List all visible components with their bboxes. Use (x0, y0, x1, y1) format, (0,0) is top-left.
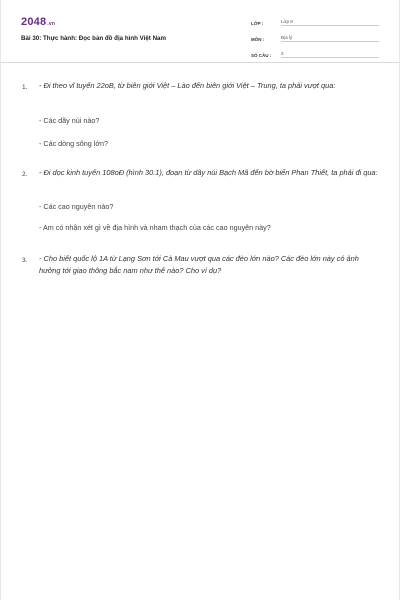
sub-question: - Các dãy núi nào? (39, 116, 100, 125)
meta-value-class: Lớp 8 (281, 19, 379, 26)
question-text: - Cho biết quốc lộ 1A từ Lạng Sơn tới Cà Mau vượt qua các đèo lớn nào? Các đèo lớn này có ảnh hưởng tới giao thông bắc nam như thế nào? Cho ví dụ? (39, 254, 359, 275)
meta-label-count: SỐ CÂU : (251, 53, 272, 58)
meta-label-class: LỚP : (251, 21, 264, 26)
logo-suffix: .vn (47, 21, 56, 27)
question-text: - Đi theo vĩ tuyến 22oB, từ biên giới Việt – Lào đến biên giới Việt – Trung, ta phải vượt qua: (39, 81, 336, 90)
logo-text: 2048 (21, 16, 47, 28)
meta-value-count: 3 (281, 51, 379, 58)
worksheet-header (1, 0, 399, 63)
question-number: 1. (22, 84, 28, 91)
meta-label-subject: MÔN : (251, 37, 265, 42)
question-text: - Đi dọc kinh tuyến 108oĐ (hình 30.1), đoạn từ dãy núi Bạch Mã đến bờ biển Phan Thiết, ta phải đi qua: (39, 168, 378, 177)
sub-question: - Các dòng sông lớn? (39, 139, 109, 148)
worksheet-title: Bài 30: Thực hành: Đọc bản đồ địa hình Việt Nam (21, 35, 166, 42)
sub-question: - Am có nhận xét gì về địa hình và nham thạch của các cao nguyên này? (39, 223, 271, 232)
meta-row-class (251, 13, 379, 26)
worksheet-meta (251, 13, 379, 61)
question-number: 2. (22, 171, 28, 178)
site-logo[interactable] (21, 16, 55, 28)
meta-value-subject: Địa lý (281, 35, 379, 42)
question-number: 3. (22, 257, 28, 264)
sub-question: - Các cao nguyên nào? (39, 202, 114, 211)
meta-row-count (251, 45, 379, 58)
meta-row-subject (251, 29, 379, 42)
